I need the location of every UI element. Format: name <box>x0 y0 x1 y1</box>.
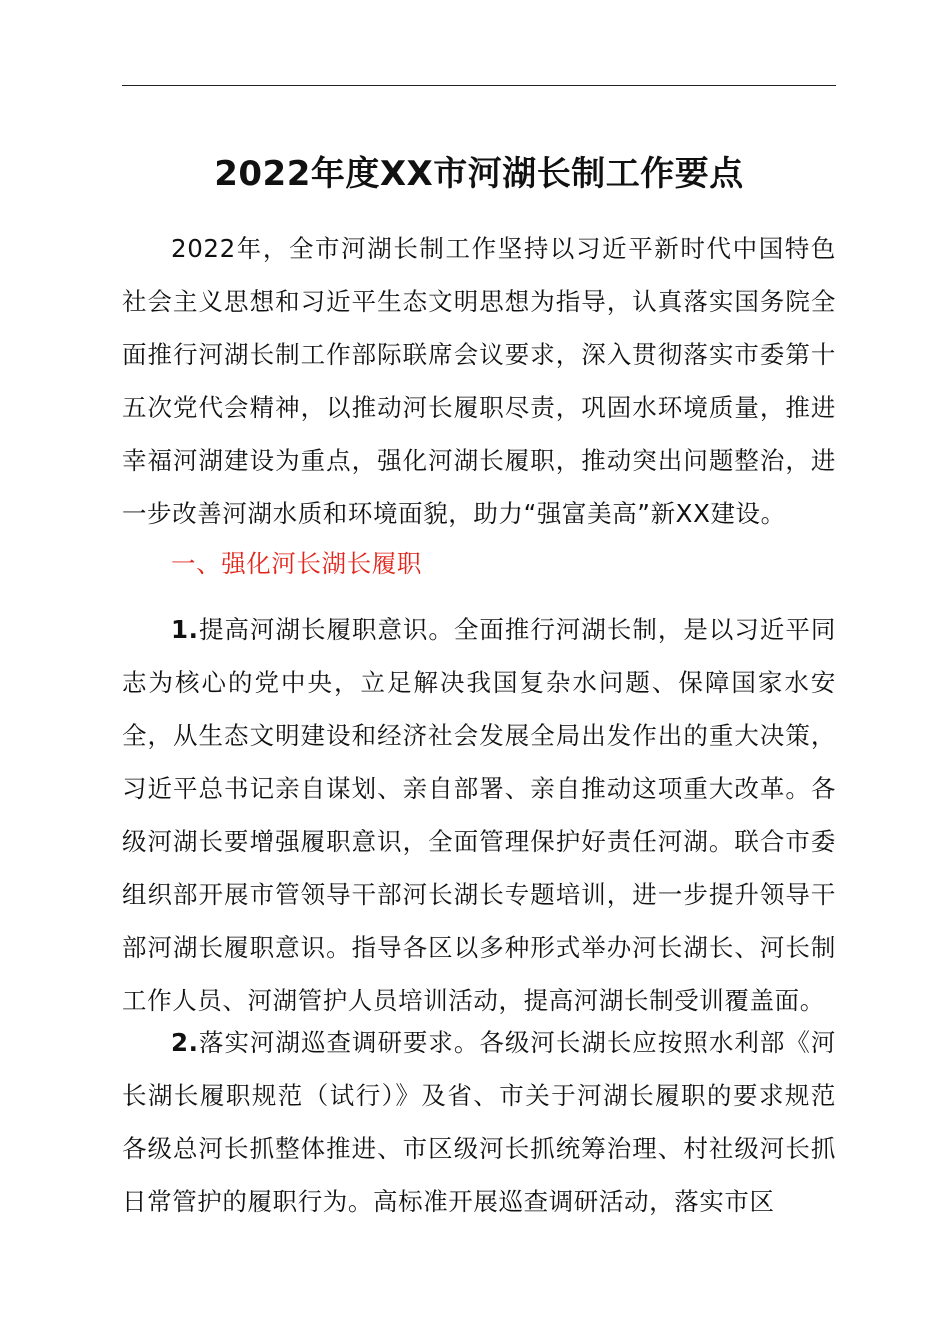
intro-paragraph: 2022年，全市河湖长制工作坚持以习近平新时代中国特色社会主义思想和习近平生态文明思想为指导，认真落实国务院全面推行河湖长制工作部际联席会议要求，深入贯彻落实市委第十五次党代会精神，以推动河长履职尽责，巩固水环境质量，推进幸福河湖建设为重点，强化河湖长履职，推动突出问题整治，进一步改善河湖水质和环境面貌，助力“强富美高”新XX建设。 <box>122 234 836 528</box>
item-number: 1. <box>171 615 199 644</box>
item-number: 2. <box>171 1028 199 1057</box>
section-heading: 一、强化河长湖长履职 <box>171 549 422 578</box>
item-text: 提高河湖长履职意识。全面推行河湖长制，是以习近平同志为核心的党中央，立足解决我国复杂水问题、保障国家水安全，从生态文明建设和经济社会发展全局出发作出的重大决策，习近平总书记亲自谋划、亲自部署、亲自推动这项重大改革。各级河湖长要增强履职意识，全面管理保护好责任河湖。联合市委组织部开展市管领导干部河长湖长专题培训，进一步提升领导干部河湖长履职意识。指导各区以多种形式举办河长湖长、河长制工作人员、河湖管护人员培训活动，提高河湖长制受训覆盖面。 <box>122 615 836 1015</box>
list-item <box>122 603 836 1027</box>
header-rule <box>122 85 836 86</box>
item-text: 落实河湖巡查调研要求。各级河长湖长应按照水利部《河长湖长履职规范（试行）》及省、市关于河湖长履职的要求规范各级总河长抓整体推进、市区级河长抓统筹治理、村社级河长抓日常管护的履职行为。高标准开展巡查调研活动，落实市区 <box>122 1028 836 1216</box>
list-item <box>122 1016 836 1228</box>
document-title: 2022年度XX市河湖长制工作要点 <box>214 154 744 194</box>
